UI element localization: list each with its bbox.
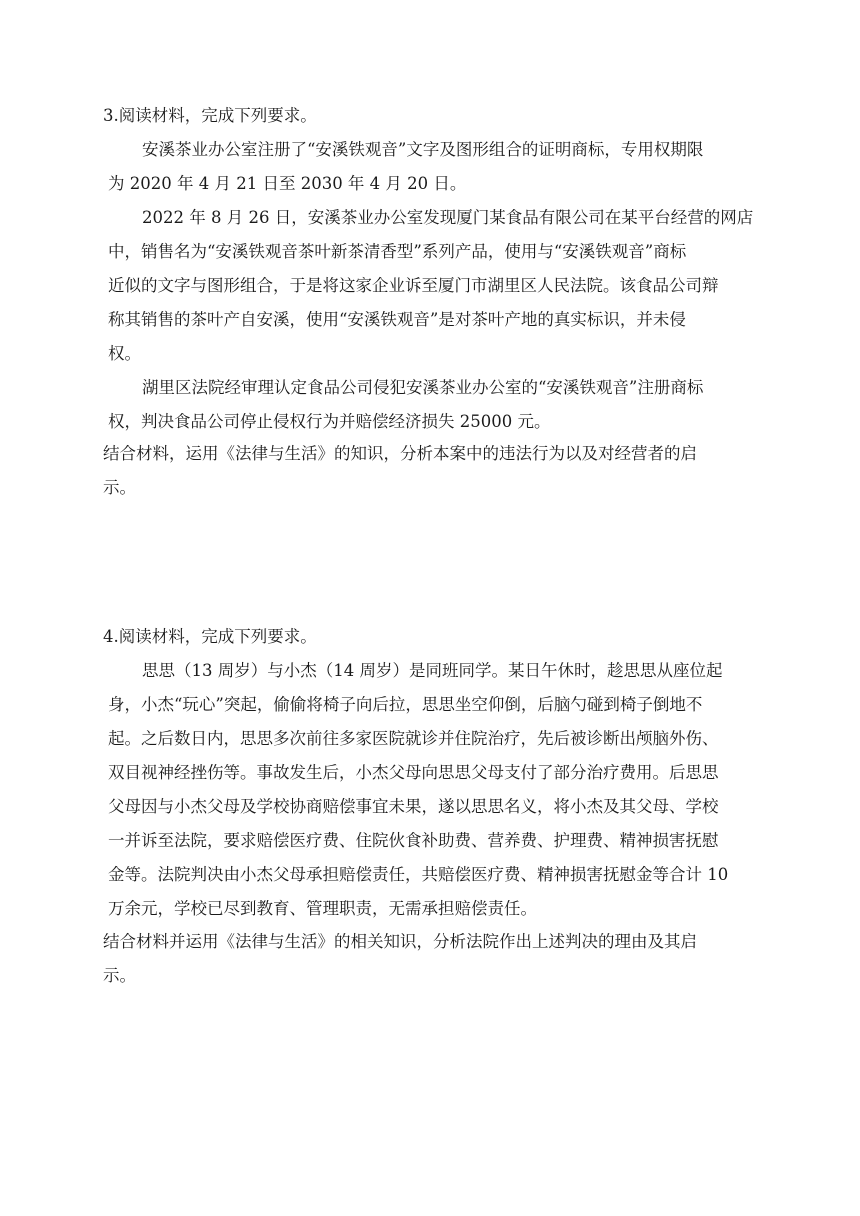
q3-question-line: 结合材料，运用《法律与生活》的知识，分析本案中的违法行为以及对经营者的启 [103, 444, 697, 463]
q4-question-line: 结合材料并运用《法律与生活》的相关知识，分析法院作出上述判决的理由及其启 [103, 932, 697, 951]
q4-paragraph-line: 金等。法院判决由小杰父母承担赔偿责任，共赔偿医疗费、精神损害抚慰金等合计 10 [108, 865, 729, 884]
q4-paragraph-line: 万余元，学校已尽到教育、管理职责，无需承担赔偿责任。 [108, 899, 537, 918]
q3-paragraph-line: 权，判决食品公司停止侵权行为并赔偿经济损失 25000 元。 [108, 412, 551, 431]
q3-question-line: 示。 [103, 478, 136, 497]
q4-question-line: 示。 [103, 966, 136, 985]
q3-paragraph-line: 安溪茶业办公室注册了“安溪铁观音”文字及图形组合的证明商标，专用权期限 [142, 140, 704, 159]
q3-paragraph-line: 湖里区法院经审理认定食品公司侵犯安溪茶业办公室的“安溪铁观音”注册商标 [142, 378, 704, 397]
question-4-heading: 4.阅读材料，完成下列要求。 [103, 627, 317, 646]
q4-paragraph-line: 思思（13 周岁）与小杰（14 周岁）是同班同学。某日午休时，趁思思从座位起 [142, 661, 723, 680]
q3-paragraph-line: 近似的文字与图形组合，于是将这家企业诉至厦门市湖里区人民法院。该食品公司辩 [108, 276, 719, 295]
q3-paragraph-line: 称其销售的茶叶产自安溪，使用“安溪铁观音”是对茶叶产地的真实标识，并未侵 [108, 310, 686, 329]
q3-paragraph-line: 为 2020 年 4 月 21 日至 2030 年 4 月 20 日。 [108, 174, 467, 193]
q4-paragraph-line: 父母因与小杰父母及学校协商赔偿事宜未果，遂以思思名义，将小杰及其父母、学校 [108, 797, 719, 816]
q3-paragraph-line: 权。 [108, 344, 141, 363]
question-3-heading: 3.阅读材料，完成下列要求。 [103, 106, 317, 125]
q4-paragraph-line: 身，小杰“玩心”突起，偷偷将椅子向后拉，思思坐空仰倒，后脑勺碰到椅子倒地不 [108, 695, 703, 714]
q4-paragraph-line: 起。之后数日内，思思多次前往多家医院就诊并住院治疗，先后被诊断出颅脑外伤、 [108, 729, 719, 748]
q4-paragraph-line: 双目视神经挫伤等。事故发生后，小杰父母向思思父母支付了部分治疗费用。后思思 [108, 763, 719, 782]
q4-paragraph-line: 一并诉至法院，要求赔偿医疗费、住院伙食补助费、营养费、护理费、精神损害抚慰 [108, 831, 719, 850]
q3-paragraph-line: 中，销售名为“安溪铁观音茶叶新茶清香型”系列产品，使用与“安溪铁观音”商标 [108, 242, 687, 261]
q3-paragraph-line: 2022 年 8 月 26 日，安溪茶业办公室发现厦门某食品有限公司在某平台经营的网店 [142, 208, 754, 227]
